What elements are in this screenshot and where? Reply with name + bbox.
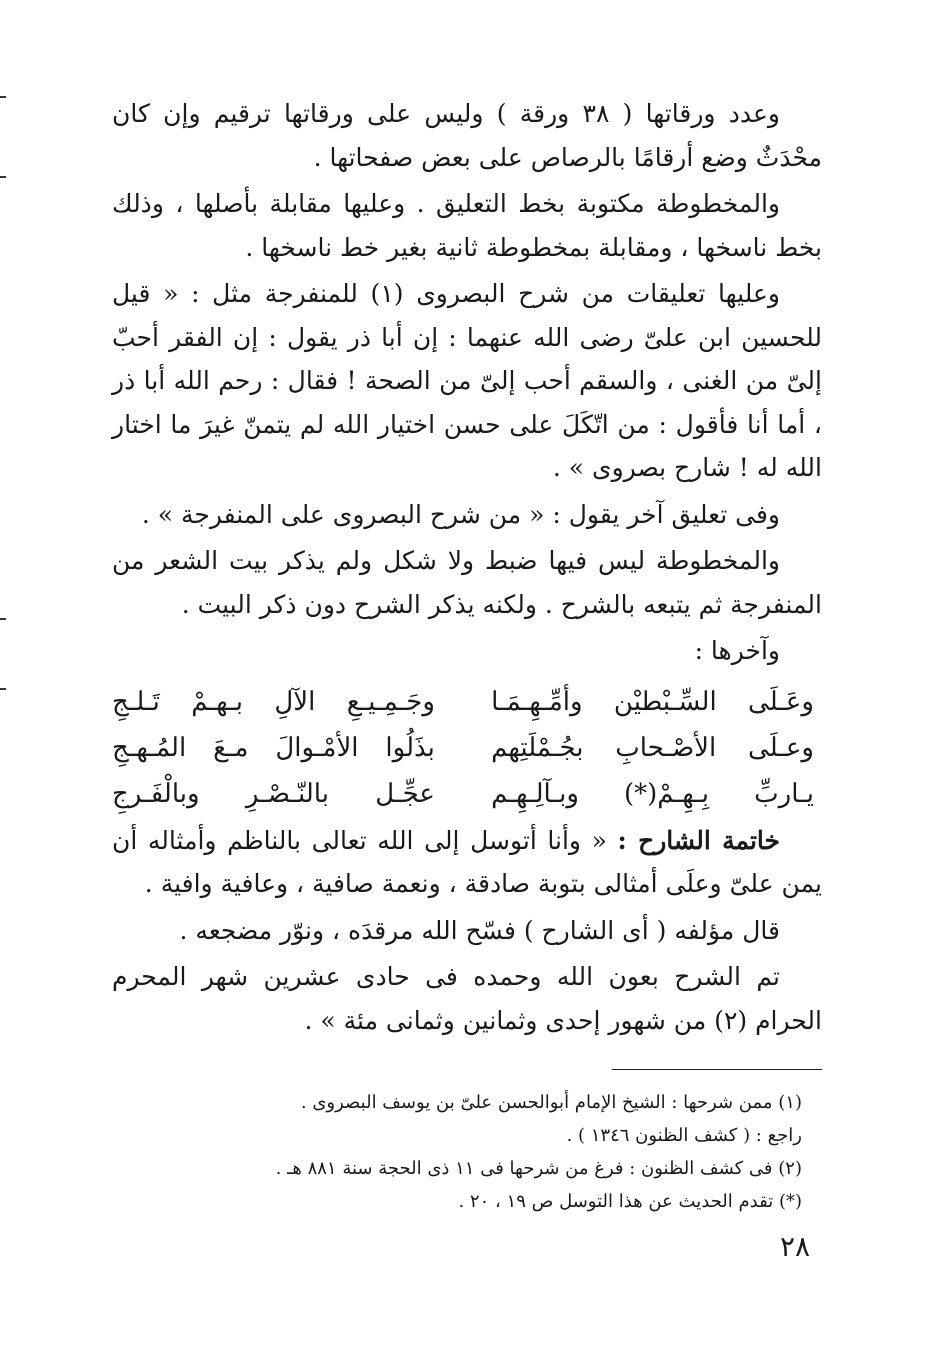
footnote-divider — [612, 1069, 822, 1070]
verse-second-hemistich: وجَـمِـيـعِ الآلِ بـهـمْ تَـلـجِ — [112, 686, 435, 717]
author-line: قال مؤلفه ( أى الشارح ) فسّح الله مرقدَه ، ونوّر مضجعه . — [179, 915, 780, 945]
paragraph: وآخرها : — [694, 636, 780, 665]
margin-mark — [0, 176, 6, 178]
verse-first-hemistich: يـاربِّ بِـهِـمْ(*) وبـآلِـهِـم — [491, 778, 814, 809]
closing-paragraph — [112, 819, 822, 906]
footnote: (١) ممن شرحها : الشيخ الإمام أبوالحسن علىّ بن يوسف البصروى . — [300, 1092, 802, 1113]
closing-text: « وأنا أتوسل إلى الله تعالى بالناظم وأمثاله أن يمن علىّ وعلَى أمثالى بتوبة صادقة ، ونعمة صافية ، وعافية وافية . — [112, 825, 822, 898]
paragraph: وعدد ورقاتها ( ٣٨ ورقة ) وليس على ورقاتها ترقيم وإن كان محْدَثٌ وضع أرقامًا بالرصاص على بعض صفحاتها . — [112, 99, 822, 172]
margin-mark — [0, 688, 6, 690]
footnotes — [112, 1086, 802, 1218]
paragraph: وعليها تعليقات من شرح البصروى (١) للمنفرجة مثل : « قيل للحسين ابن علىّ رضى الله عنهما : إن أبا ذر يقول : إن الفقر أحبّ إلىّ من الغنى ، والسقم أحب إلىّ من الصحة ! فقال : رحم الله أبا ذر ، أما أنا فأقول : من اتّكَلَ على حسن اختيار الله لم يتمنّ غيرَ ما اختار الله له ! شارح بصروى » . — [112, 279, 822, 482]
poem-verse — [112, 679, 822, 725]
margin-mark — [0, 96, 6, 98]
poem-verse — [112, 725, 822, 771]
page-number: ٢٨ — [780, 1230, 811, 1263]
footnote: راجع : ( كشف الظنون ١٣٤٦ ) . — [566, 1125, 802, 1146]
footnote: (٢) فى كشف الظنون : فرغ من شرحها فى ١١ ذى الحجة سنة ٨٨١ هـ . — [275, 1158, 802, 1179]
margin-mark — [0, 618, 6, 620]
paragraph: والمخطوطة ليس فيها ضبط ولا شكل ولم يذكر بيت الشعر من المنفرجة ثم يتبعه بالشرح . ولكنه يذكر الشرح دون ذكر البيت . — [112, 546, 822, 619]
colophon: تم الشرح بعون الله وحمده فى حادى عشرين شهر المحرم الحرام (٢) من شهور إحدى وثمانين وثمانى مئة » . — [112, 962, 822, 1035]
poem-verse — [112, 771, 822, 817]
main-text — [112, 92, 822, 1045]
verse-second-hemistich: عجِّـل بالنّـصْـرِ وبالْفَـرجِ — [112, 778, 435, 809]
verse-second-hemistich: بذَلُوا الأمْـوالَ مـعَ المُـهـجِ — [112, 732, 435, 763]
paragraph: وفى تعليق آخر يقول : « من شرح البصروى على المنفرجة » . — [141, 499, 780, 529]
paragraph: والمخطوطة مكتوبة بخط التعليق . وعليها مقابلة بأصلها ، وذلك بخط ناسخها ، ومقابلة بمخطوطة ثانية بغير خط ناسخها . — [112, 189, 822, 262]
verse-first-hemistich: وعـلَى الأصْـحابِ بجُـمْلَتِهم — [491, 732, 814, 763]
closing-heading: خاتمة الشارح : — [617, 825, 780, 855]
footnote: (*) تقدم الحديث عن هذا التوسل ص ١٩ ، ٢٠ . — [458, 1191, 802, 1212]
verse-first-hemistich: وعَـلَى السِّـبْطيْن وأمِّـهِـمَـا — [491, 686, 814, 717]
poem — [112, 679, 822, 817]
